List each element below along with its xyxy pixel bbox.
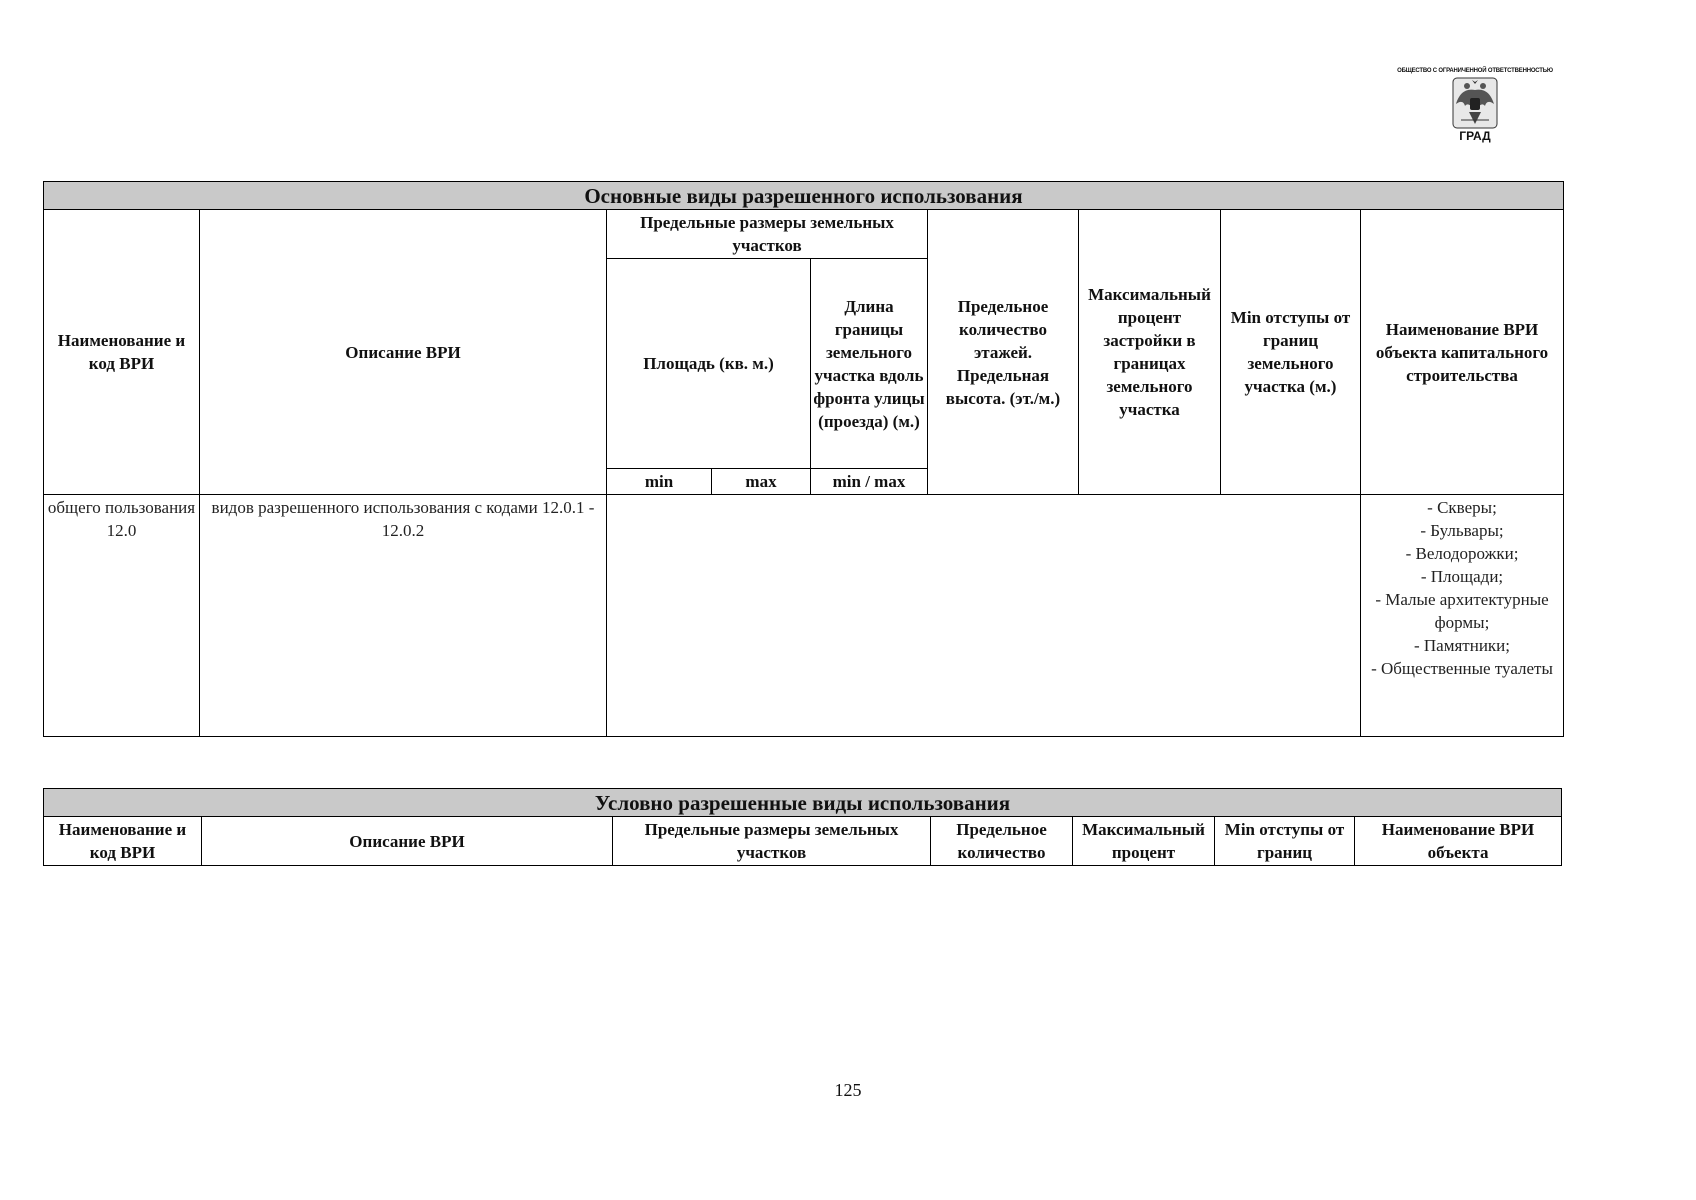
row-merged-params [607, 495, 1361, 737]
list-item: - Площади; [1420, 567, 1504, 586]
logo-org-text: ОБЩЕСТВО С ОГРАНИЧЕННОЙ ОТВЕТСТВЕННОСТЬЮ [1397, 68, 1553, 74]
header-floors: Предельное количество этажей. Предельная высота. (эт./м.) [928, 210, 1079, 495]
header-object-name: Наименование ВРИ объекта капитального строительства [1361, 210, 1564, 495]
logo-name: ГРАД [1459, 129, 1491, 143]
list-item: - Скверы; [1427, 498, 1497, 517]
header-description: Описание ВРИ [200, 210, 607, 495]
header-name-code: Наименование и код ВРИ [44, 210, 200, 495]
cond-header-min-offsets: Min отступы от границ [1215, 817, 1355, 866]
list-item: - Бульвары; [1420, 521, 1504, 540]
header-area: Площадь (кв. м.) [607, 259, 811, 469]
cond-header-floors: Предельное количество [931, 817, 1073, 866]
row-name-code: общего пользования 12.0 [44, 495, 200, 737]
cond-header-description: Описание ВРИ [202, 817, 613, 866]
header-frontage: Длина границы земельного участка вдоль фронта улицы (проезда) (м.) [811, 259, 928, 469]
header-min-offsets: Min отступы от границ земельного участка (м.) [1221, 210, 1361, 495]
header-area-max: max [712, 469, 811, 495]
header-area-min: min [607, 469, 712, 495]
cond-header-limit-sizes: Предельные размеры земельных участков [613, 817, 931, 866]
double-headed-eagle-icon [1451, 76, 1499, 130]
row-objects-cell [1361, 495, 1564, 737]
header-limit-sizes: Предельные размеры земельных участков [607, 210, 928, 259]
company-logo [1394, 68, 1556, 142]
list-item: - Велодорожки; [1405, 544, 1519, 563]
list-item: - Памятники; [1413, 636, 1510, 655]
header-max-percent: Максимальный процент застройки в границах земельного участка [1079, 210, 1221, 495]
main-uses-table [43, 181, 1564, 737]
list-item: - Малые архитектурные формы; [1375, 590, 1549, 632]
header-frontage-min-max: min / max [811, 469, 928, 495]
cond-header-name-code: Наименование и код ВРИ [44, 817, 202, 866]
main-table-title: Основные виды разрешенного использования [44, 182, 1564, 210]
conditional-uses-table [43, 788, 1562, 866]
cond-header-max-percent: Максимальный процент [1073, 817, 1215, 866]
list-item: - Общественные туалеты [1371, 659, 1553, 678]
conditional-table-title: Условно разрешенные виды использования [44, 789, 1562, 817]
cond-header-object-name: Наименование ВРИ объекта [1355, 817, 1562, 866]
row-description: видов разрешенного использования с кодами 12.0.1 - 12.0.2 [200, 495, 607, 737]
page-number: 125 [834, 1080, 862, 1100]
